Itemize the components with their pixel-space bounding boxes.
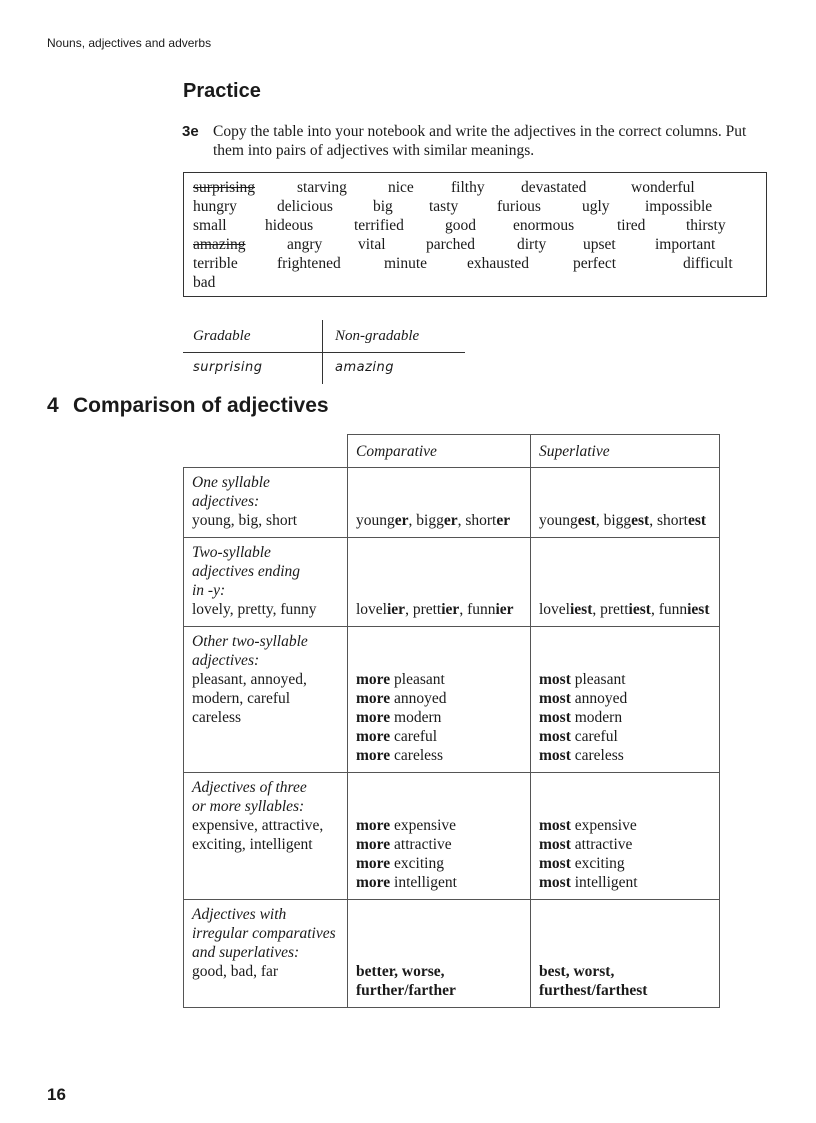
comparative-ending: more xyxy=(356,836,391,853)
comparative-stem: , funn xyxy=(459,601,496,618)
comparative-stem: careful xyxy=(390,728,438,745)
superlative-line xyxy=(539,670,711,689)
word-item: tasty xyxy=(429,198,459,215)
superlative-line xyxy=(539,689,711,708)
comparative-line xyxy=(356,708,522,727)
task-instructions: Copy the table into your notebook and write the adjectives in the correct columns. Put them into pairs of adjectives with similar meanings. xyxy=(213,123,747,159)
adjective-examples xyxy=(192,981,339,1000)
superlative-stem: careful xyxy=(570,728,618,745)
word-item: delicious xyxy=(277,198,333,215)
superlative-ending: iest xyxy=(570,601,593,618)
superlative-ending: most xyxy=(539,855,571,872)
word-item: vital xyxy=(358,236,386,253)
non-gradable-example: amazing xyxy=(335,360,395,375)
superlative-stem: , short xyxy=(649,512,688,529)
word-item: tired xyxy=(617,217,646,234)
comparative-stem: lovel xyxy=(356,601,387,618)
superlative-line xyxy=(539,727,711,746)
superlative-line xyxy=(539,835,711,854)
superlative-line xyxy=(539,873,711,892)
adjective-type-label: and superlatives: xyxy=(192,944,300,961)
superlative-stem: lovel xyxy=(539,601,570,618)
comparative-stem: exciting xyxy=(390,855,444,872)
superlative-ending: est xyxy=(631,512,650,529)
superlative-stem: young xyxy=(539,512,578,529)
comparative-stem: , bigg xyxy=(408,512,444,529)
word-item: surprising xyxy=(193,179,255,196)
superlative-ending: most xyxy=(539,728,571,745)
adjective-type-label: in -y: xyxy=(192,582,226,599)
comparative-ending: more xyxy=(356,709,391,726)
superlative-stem: attractive xyxy=(570,836,633,853)
empty-header-cell xyxy=(184,435,348,468)
superlative-stem: , funn xyxy=(650,601,688,618)
word-item: parched xyxy=(426,236,476,253)
adjective-type-label: or more syllables: xyxy=(192,798,305,815)
word-item: devastated xyxy=(521,179,587,196)
superlative-stem: modern xyxy=(570,709,623,726)
word-item: important xyxy=(655,236,716,253)
adjective-type-label: adjectives: xyxy=(192,493,260,510)
superlative-stem: careless xyxy=(570,747,624,764)
gradable-table-rule xyxy=(183,352,465,353)
word-item: frightened xyxy=(277,255,341,272)
word-row xyxy=(193,236,757,255)
comparative-stem: modern xyxy=(390,709,442,726)
adjective-type-label: Other two-syllable xyxy=(192,633,308,650)
superlative-cell xyxy=(531,627,720,773)
adjective-type-cell xyxy=(184,627,348,773)
word-item: upset xyxy=(583,236,616,253)
comparative-cell xyxy=(348,538,531,627)
comparative-line xyxy=(356,670,522,689)
adjective-type-label: irregular comparatives xyxy=(192,925,336,942)
adjective-examples: lovely, pretty, funny xyxy=(192,601,317,618)
comparative-line xyxy=(356,689,522,708)
comparative-header: Comparative xyxy=(348,435,531,468)
adjective-type-label: Two-syllable xyxy=(192,544,271,561)
comparative-stem: attractive xyxy=(390,836,452,853)
comparative-ending: er xyxy=(496,512,511,529)
section-title: Comparison of adjectives xyxy=(73,394,329,417)
comparative-line xyxy=(356,600,522,619)
adjective-examples: expensive, attractive, xyxy=(192,817,324,834)
adjective-type-cell xyxy=(184,538,348,627)
comparative-ending: ier xyxy=(387,601,406,618)
comparative-ending: more xyxy=(356,817,391,834)
superlative-stem: , bigg xyxy=(595,512,632,529)
word-item: perfect xyxy=(573,255,617,272)
superlative-line xyxy=(539,708,711,727)
non-gradable-header: Non-gradable xyxy=(335,328,420,344)
comparative-line xyxy=(356,873,522,892)
word-item: small xyxy=(193,217,227,234)
superlative-line xyxy=(539,600,711,619)
superlative-stem: intelligent xyxy=(570,874,638,891)
adjective-examples: modern, careful xyxy=(192,690,291,707)
adjective-examples: careless xyxy=(192,709,242,726)
running-header: Nouns, adjectives and adverbs xyxy=(47,36,212,50)
word-item: dirty xyxy=(517,236,547,253)
superlative-stem: exciting xyxy=(570,855,625,872)
superlative-ending: best, worst, xyxy=(539,963,615,980)
superlative-ending: most xyxy=(539,671,571,688)
adjective-type-label: Adjectives of three xyxy=(192,779,307,796)
word-item: angry xyxy=(287,236,323,253)
adjective-type-label: adjectives ending xyxy=(192,563,301,580)
adjective-examples xyxy=(192,727,339,746)
comparative-line xyxy=(356,746,522,765)
comparative-stem: pleasant xyxy=(390,671,445,688)
word-box xyxy=(183,172,767,297)
comparative-ending: more xyxy=(356,855,391,872)
comparative-stem: young xyxy=(356,512,395,529)
comparative-stem: , short xyxy=(457,512,497,529)
word-item: exhausted xyxy=(467,255,529,272)
superlative-ending: most xyxy=(539,747,571,764)
superlative-ending: most xyxy=(539,874,571,891)
word-item: terrified xyxy=(354,217,404,234)
superlative-line xyxy=(539,854,711,873)
comparative-stem: , prett xyxy=(405,601,442,618)
adjective-type-cell xyxy=(184,900,348,1008)
table-row xyxy=(184,773,720,900)
word-item: enormous xyxy=(513,217,575,234)
table-row xyxy=(184,627,720,773)
word-item: filthy xyxy=(451,179,485,196)
comparative-line xyxy=(356,727,522,746)
superlative-line xyxy=(539,816,711,835)
comparative-ending: more xyxy=(356,728,391,745)
comparative-cell xyxy=(348,468,531,538)
word-item: ugly xyxy=(582,198,610,215)
gradable-example: surprising xyxy=(193,360,263,375)
comparative-stem: careless xyxy=(390,747,444,764)
table-header-row xyxy=(184,435,720,468)
superlative-ending: most xyxy=(539,709,571,726)
comparative-stem: annoyed xyxy=(390,690,447,707)
comparative-cell xyxy=(348,627,531,773)
adjective-examples: good, bad, far xyxy=(192,963,279,980)
adjective-examples xyxy=(192,873,339,892)
comparative-ending: more xyxy=(356,671,391,688)
superlative-line xyxy=(539,746,711,765)
adjective-examples xyxy=(192,746,339,765)
adjective-type-cell xyxy=(184,773,348,900)
word-item: terrible xyxy=(193,255,238,272)
section-number: 4 xyxy=(47,394,59,417)
comparative-ending: more xyxy=(356,874,391,891)
table-row xyxy=(184,538,720,627)
comparative-line xyxy=(356,854,522,873)
gradable-header: Gradable xyxy=(193,328,251,344)
adjective-type-cell xyxy=(184,468,348,538)
word-item: impossible xyxy=(645,198,713,215)
comparative-line xyxy=(356,835,522,854)
adjective-type-label: Adjectives with xyxy=(192,906,287,923)
word-item: starving xyxy=(297,179,347,196)
adjective-type-label: One syllable xyxy=(192,474,270,491)
word-item: hungry xyxy=(193,198,237,215)
superlative-line xyxy=(539,511,711,530)
word-row xyxy=(193,179,757,198)
superlative-line xyxy=(539,981,711,1000)
adjective-examples: exciting, intelligent xyxy=(192,836,313,853)
superlative-ending: iest xyxy=(628,601,651,618)
superlative-cell xyxy=(531,538,720,627)
comparative-line xyxy=(356,816,522,835)
comparative-line xyxy=(356,981,522,1000)
superlative-ending: iest xyxy=(687,601,710,618)
word-row xyxy=(193,217,757,236)
superlative-header: Superlative xyxy=(531,435,720,468)
comparative-ending: further/farther xyxy=(356,982,456,999)
table-row xyxy=(184,900,720,1008)
superlative-cell xyxy=(531,900,720,1008)
word-item: big xyxy=(373,198,393,215)
comparative-line xyxy=(356,962,522,981)
adjective-examples: pleasant, annoyed, xyxy=(192,671,307,688)
superlative-ending: est xyxy=(687,512,707,529)
word-row xyxy=(193,255,757,274)
comparative-ending: er xyxy=(394,512,409,529)
superlative-ending: furthest/farthest xyxy=(539,982,648,999)
adjective-examples: young, big, short xyxy=(192,512,298,529)
word-item: nice xyxy=(388,179,414,196)
practice-heading: Practice xyxy=(183,80,261,102)
table-row xyxy=(184,468,720,538)
superlative-stem: annoyed xyxy=(570,690,628,707)
superlative-line xyxy=(539,962,711,981)
word-item: good xyxy=(445,217,476,234)
word-item: hideous xyxy=(265,217,314,234)
task-number: 3e xyxy=(182,123,199,140)
comparative-ending: more xyxy=(356,747,391,764)
page-number: 16 xyxy=(47,1085,66,1104)
adjective-examples xyxy=(192,854,339,873)
word-item: minute xyxy=(384,255,428,272)
word-item: furious xyxy=(497,198,541,215)
word-item: thirsty xyxy=(686,217,726,234)
superlative-stem: , prett xyxy=(592,601,629,618)
word-row xyxy=(193,274,757,293)
word-item: wonderful xyxy=(631,179,695,196)
superlative-stem: pleasant xyxy=(570,671,626,688)
comparative-cell xyxy=(348,773,531,900)
word-row xyxy=(193,198,757,217)
superlative-ending: est xyxy=(577,512,596,529)
comparative-line xyxy=(356,511,522,530)
word-item: difficult xyxy=(683,255,733,272)
adjective-type-label: adjectives: xyxy=(192,652,260,669)
word-item: bad xyxy=(193,274,216,291)
comparative-stem: expensive xyxy=(390,817,457,834)
comparative-cell xyxy=(348,900,531,1008)
superlative-cell xyxy=(531,468,720,538)
comparative-ending: ier xyxy=(441,601,460,618)
comparative-ending: more xyxy=(356,690,391,707)
superlative-ending: most xyxy=(539,836,571,853)
word-item: amazing xyxy=(193,236,246,253)
gradable-table xyxy=(183,320,465,384)
superlative-cell xyxy=(531,773,720,900)
superlative-ending: most xyxy=(539,817,571,834)
comparative-ending: better, worse, xyxy=(356,963,445,980)
comparative-stem: intelligent xyxy=(390,874,457,891)
comparative-ending: ier xyxy=(495,601,514,618)
comparative-ending: er xyxy=(443,512,458,529)
comparison-table xyxy=(183,434,720,1008)
superlative-ending: most xyxy=(539,690,571,707)
superlative-stem: expensive xyxy=(570,817,637,834)
